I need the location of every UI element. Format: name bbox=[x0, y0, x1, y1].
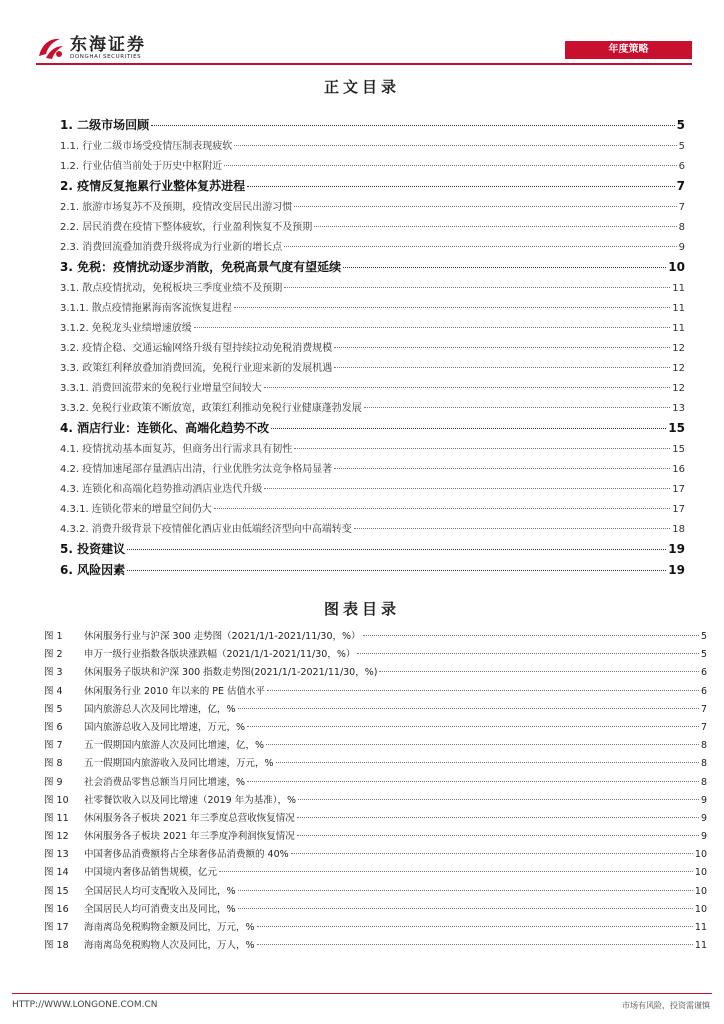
dot-leader bbox=[224, 165, 676, 166]
figure-entry[interactable] bbox=[44, 664, 707, 682]
figure-label: 图 8 bbox=[44, 758, 63, 770]
toc-entry-page: 8 bbox=[678, 222, 685, 233]
figure-caption: 休闲服务各子板块 2021 年三季度净利润恢复情况 bbox=[84, 831, 295, 843]
dot-leader bbox=[291, 853, 693, 854]
toc-entry-page: 16 bbox=[672, 464, 685, 475]
toc-entry[interactable] bbox=[60, 399, 685, 419]
dot-leader bbox=[276, 762, 699, 763]
figure-label: 图 10 bbox=[44, 794, 69, 806]
dot-leader bbox=[298, 799, 699, 800]
figure-page: 8 bbox=[700, 758, 707, 770]
header-divider bbox=[36, 63, 692, 65]
dot-leader bbox=[363, 635, 699, 636]
toc-entry[interactable] bbox=[60, 299, 685, 319]
figure-page: 7 bbox=[700, 703, 707, 715]
figure-entry[interactable] bbox=[44, 810, 707, 828]
figure-entry[interactable] bbox=[44, 755, 707, 773]
dot-leader bbox=[284, 287, 670, 288]
dot-leader bbox=[364, 407, 670, 408]
figure-page: 10 bbox=[694, 867, 707, 879]
dot-leader bbox=[379, 671, 698, 672]
toc-entry-text: 3. 免税：疫情扰动逐步消散，免税高景气度有望延续 bbox=[60, 260, 342, 274]
company-name-en: DONGHAI SECURITIES bbox=[70, 53, 142, 60]
toc-entry-text: 3.3.1. 消费回流带来的免税行业增量空间较大 bbox=[60, 383, 262, 394]
toc-entry-text: 3.1. 散点疫情扰动，免税板块三季度业绩不及预期 bbox=[60, 283, 283, 294]
figure-page: 9 bbox=[700, 794, 707, 806]
toc-entry-text: 3.2. 疫情企稳、交通运输网络升级有望持续拉动免税消费规模 bbox=[60, 343, 333, 354]
dot-leader bbox=[247, 186, 675, 187]
toc-entry[interactable] bbox=[60, 258, 685, 279]
toc-entry-page: 17 bbox=[672, 504, 685, 515]
figure-caption: 国内旅游总人次及同比增速，亿，% bbox=[84, 703, 236, 715]
figure-label: 图 18 bbox=[44, 940, 69, 952]
figure-caption: 社零餐饮收入以及同比增速（2019 年为基准），% bbox=[84, 794, 296, 806]
toc-entry-text: 2.1. 旅游市场复苏不及预期，疫情改变居民出游习惯 bbox=[60, 202, 293, 213]
figure-label: 图 17 bbox=[44, 922, 69, 933]
toc-entry-text: 3.3. 政策红利释放叠加消费回流，免税行业迎来新的发展机遇 bbox=[60, 363, 333, 374]
figure-page: 8 bbox=[700, 776, 707, 788]
toc-entry-text: 1. 二级市场回顾 bbox=[60, 118, 150, 132]
toc-entry[interactable] bbox=[60, 460, 685, 480]
footer-disclaimer: 市场有风险，投资需谨慎 bbox=[622, 1001, 710, 1010]
toc-entry-text: 2.2. 居民消费在疫情下整体疲软，行业盈利恢复不及预期 bbox=[60, 222, 313, 233]
toc-title: 正文目录 bbox=[323, 78, 400, 96]
figure-entry[interactable] bbox=[44, 774, 707, 792]
toc-entry[interactable] bbox=[60, 500, 685, 520]
dot-leader bbox=[238, 908, 693, 909]
figure-entry[interactable] bbox=[44, 628, 707, 646]
toc-entry-page: 18 bbox=[672, 524, 685, 535]
dot-leader bbox=[354, 528, 670, 529]
toc-entry-page: 10 bbox=[668, 260, 685, 274]
toc-entry[interactable] bbox=[60, 561, 685, 582]
figure-page: 7 bbox=[700, 721, 707, 733]
toc-entry-page: 11 bbox=[672, 283, 685, 294]
dot-leader bbox=[294, 206, 676, 207]
toc-entry-page: 15 bbox=[668, 421, 685, 435]
figure-entry[interactable] bbox=[44, 737, 707, 755]
figure-page: 11 bbox=[694, 940, 707, 952]
toc-entry[interactable] bbox=[60, 339, 685, 359]
figure-page: 6 bbox=[700, 667, 707, 679]
toc-entry[interactable] bbox=[60, 157, 685, 177]
toc-entry-page: 19 bbox=[668, 563, 685, 577]
toc-entry-page: 17 bbox=[672, 484, 685, 495]
figure-label: 图 3 bbox=[44, 667, 63, 679]
figure-entry[interactable] bbox=[44, 883, 707, 901]
figure-entry[interactable] bbox=[44, 828, 707, 846]
figure-caption: 海南离岛免税购物人次及同比，万人，% bbox=[84, 940, 255, 952]
figure-label: 图 7 bbox=[44, 740, 63, 752]
dot-leader bbox=[314, 226, 676, 227]
donghai-logo-icon bbox=[36, 34, 66, 62]
toc-entry[interactable] bbox=[60, 540, 685, 561]
dot-leader bbox=[297, 835, 699, 836]
toc-entry-page: 5 bbox=[678, 141, 685, 152]
figure-page: 11 bbox=[694, 922, 707, 933]
dot-leader bbox=[264, 488, 670, 489]
toc-entry[interactable] bbox=[60, 520, 685, 540]
toc-entry-page: 11 bbox=[672, 303, 685, 314]
table-of-contents bbox=[60, 116, 685, 582]
toc-entry[interactable] bbox=[60, 137, 685, 157]
figure-caption: 休闲服务行业 2010 年以来的 PE 估值水平 bbox=[84, 685, 265, 697]
toc-entry[interactable] bbox=[60, 198, 685, 218]
figure-entry[interactable] bbox=[44, 646, 707, 664]
figure-caption: 中国境内奢侈品销售规模，亿元 bbox=[84, 867, 218, 879]
dot-leader bbox=[334, 468, 670, 469]
figure-list bbox=[44, 628, 707, 955]
figure-entry[interactable] bbox=[44, 937, 707, 955]
dot-leader bbox=[234, 307, 670, 308]
toc-entry[interactable] bbox=[60, 319, 685, 339]
toc-entry-page: 12 bbox=[672, 383, 685, 394]
toc-entry-page: 13 bbox=[672, 403, 685, 414]
figure-entry[interactable] bbox=[44, 901, 707, 919]
figure-caption: 社会消费品零售总额当月同比增速，% bbox=[84, 776, 246, 788]
toc-entry-page: 15 bbox=[672, 444, 685, 455]
dot-leader bbox=[264, 387, 670, 388]
figure-label: 图 1 bbox=[44, 631, 63, 642]
toc-entry[interactable] bbox=[60, 419, 685, 440]
figure-page: 6 bbox=[700, 685, 707, 697]
footer-url[interactable]: HTTP://WWW.LONGONE.COM.CN bbox=[12, 1000, 158, 1010]
figure-entry[interactable] bbox=[44, 701, 707, 719]
figure-page: 10 bbox=[694, 903, 707, 915]
toc-entry-page: 11 bbox=[672, 323, 685, 334]
dot-leader bbox=[247, 781, 699, 782]
toc-entry[interactable] bbox=[60, 116, 685, 137]
toc-entry-page: 9 bbox=[678, 242, 685, 253]
figure-caption: 五一假期国内旅游人次及同比增速，亿，% bbox=[84, 740, 265, 752]
figure-entry[interactable] bbox=[44, 683, 707, 701]
toc-entry-text: 3.3.2. 免税行业政策不断放宽，政策红利推动免税行业健康蓬勃发展 bbox=[60, 403, 362, 414]
figure-label: 图 14 bbox=[44, 867, 69, 879]
figure-caption: 申万一级行业指数各版块涨跌幅（2021/1/1-2021/11/30，%） bbox=[84, 649, 356, 661]
toc-entry-text: 2. 疫情反复拖累行业整体复苏进程 bbox=[60, 179, 246, 193]
figure-entry[interactable] bbox=[44, 919, 707, 937]
dot-leader bbox=[294, 448, 670, 449]
toc-entry-text: 1.2. 行业估值当前处于历史中枢附近 bbox=[60, 161, 223, 172]
figure-label: 图 16 bbox=[44, 903, 69, 915]
dot-leader bbox=[257, 944, 693, 945]
dot-leader bbox=[334, 347, 670, 348]
toc-entry-text: 4.3.2. 消费升级背景下疫情催化酒店业由低端经济型向中高端转变 bbox=[60, 524, 352, 535]
dot-leader bbox=[238, 890, 693, 891]
toc-entry-page: 7 bbox=[676, 179, 685, 193]
figure-label: 图 13 bbox=[44, 849, 69, 861]
dot-leader bbox=[334, 367, 670, 368]
figure-caption: 全国居民人均可支配收入及同比，% bbox=[84, 885, 236, 897]
figure-page: 10 bbox=[694, 885, 707, 897]
toc-entry-text: 4.2. 疫情加速尾部存量酒店出清，行业优胜劣汰竞争格局显著 bbox=[60, 464, 333, 475]
figure-label: 图 9 bbox=[44, 776, 63, 788]
toc-entry-page: 12 bbox=[672, 363, 685, 374]
figure-page: 9 bbox=[700, 812, 707, 824]
toc-entry[interactable] bbox=[60, 440, 685, 460]
toc-entry-text: 5. 投资建议 bbox=[60, 542, 126, 556]
company-name-cn: 东海证券 bbox=[70, 34, 146, 55]
figure-caption: 休闲服务子版块和沪深 300 指数走势图(2021/1/1-2021/11/30，%) bbox=[84, 667, 378, 679]
toc-entry[interactable] bbox=[60, 359, 685, 379]
figure-label: 图 4 bbox=[44, 685, 63, 697]
dot-leader bbox=[247, 726, 699, 727]
dot-leader bbox=[219, 871, 693, 872]
figure-page: 8 bbox=[700, 740, 707, 752]
figure-caption: 休闲服务行业与沪深 300 走势图（2021/1/1-2021/11/30，%） bbox=[84, 631, 361, 642]
dot-leader bbox=[297, 817, 699, 818]
dot-leader bbox=[127, 549, 666, 550]
toc-entry-text: 4.1. 疫情扰动基本面复苏，但商务出行需求具有韧性 bbox=[60, 444, 293, 455]
dot-leader bbox=[266, 744, 699, 745]
figure-caption: 全国居民人均可消费支出及同比，% bbox=[84, 903, 236, 915]
figure-entry[interactable] bbox=[44, 719, 707, 737]
dot-leader bbox=[267, 690, 699, 691]
dot-leader bbox=[284, 246, 676, 247]
company-logo bbox=[36, 34, 146, 62]
figure-label: 图 15 bbox=[44, 885, 69, 897]
figure-label: 图 2 bbox=[44, 649, 63, 661]
toc-entry[interactable] bbox=[60, 238, 685, 258]
dot-leader bbox=[238, 708, 699, 709]
figure-label: 图 5 bbox=[44, 703, 63, 715]
toc-entry-text: 3.1.2. 免税龙头业绩增速放缓 bbox=[60, 323, 192, 334]
dot-leader bbox=[257, 926, 693, 927]
dot-leader bbox=[127, 570, 666, 571]
figure-page: 10 bbox=[694, 849, 707, 861]
figure-entry[interactable] bbox=[44, 846, 707, 864]
toc-entry-text: 4.3.1. 连锁化带来的增量空间仍大 bbox=[60, 504, 212, 515]
toc-entry-page: 7 bbox=[678, 202, 685, 213]
figure-entry[interactable] bbox=[44, 864, 707, 882]
toc-entry-page: 12 bbox=[672, 343, 685, 354]
figure-label: 图 12 bbox=[44, 831, 69, 843]
toc-entry-text: 2.3. 消费回流叠加消费升级将成为行业新的增长点 bbox=[60, 242, 283, 253]
toc-entry-text: 4. 酒店行业：连锁化、高端化趋势不改 bbox=[60, 421, 270, 435]
toc-entry[interactable] bbox=[60, 480, 685, 500]
figure-caption: 国内旅游总收入及同比增速，万元，% bbox=[84, 721, 246, 733]
figure-page: 9 bbox=[700, 831, 707, 843]
dot-leader bbox=[357, 653, 699, 654]
toc-entry-page: 6 bbox=[678, 161, 685, 172]
report-type-badge: 年度策略 bbox=[565, 41, 692, 59]
toc-entry-text: 3.1.1. 散点疫情拖累海南客流恢复进程 bbox=[60, 303, 232, 314]
figure-entry[interactable] bbox=[44, 792, 707, 810]
figure-page: 5 bbox=[700, 631, 707, 642]
dot-leader bbox=[343, 267, 666, 268]
footer-divider bbox=[12, 993, 712, 994]
dot-leader bbox=[271, 428, 666, 429]
figure-caption: 海南离岛免税购物金额及同比，万元，% bbox=[84, 922, 255, 933]
figure-label: 图 6 bbox=[44, 721, 63, 733]
toc-entry[interactable] bbox=[60, 177, 685, 198]
dot-leader bbox=[214, 508, 670, 509]
figure-label: 图 11 bbox=[44, 812, 69, 824]
dot-leader bbox=[194, 327, 670, 328]
figure-caption: 中国奢侈品消费额将占全球奢侈品消费额的 40% bbox=[84, 849, 289, 861]
toc-entry-text: 6. 风险因素 bbox=[60, 563, 126, 577]
toc-entry-text: 1.1. 行业二级市场受疫情压制表现疲软 bbox=[60, 141, 233, 152]
figures-title: 图表目录 bbox=[323, 600, 400, 618]
toc-entry-page: 19 bbox=[668, 542, 685, 556]
toc-entry[interactable] bbox=[60, 218, 685, 238]
dot-leader bbox=[234, 145, 676, 146]
figure-caption: 五一假期国内旅游收入及同比增速，万元，% bbox=[84, 758, 274, 770]
toc-entry-page: 5 bbox=[676, 118, 685, 132]
figure-caption: 休闲服务各子板块 2021 年三季度总营收恢复情况 bbox=[84, 812, 295, 824]
figure-page: 5 bbox=[700, 649, 707, 661]
toc-entry-text: 4.3. 连锁化和高端化趋势推动酒店业迭代升级 bbox=[60, 484, 263, 495]
toc-entry[interactable] bbox=[60, 279, 685, 299]
toc-entry[interactable] bbox=[60, 379, 685, 399]
dot-leader bbox=[151, 125, 675, 126]
